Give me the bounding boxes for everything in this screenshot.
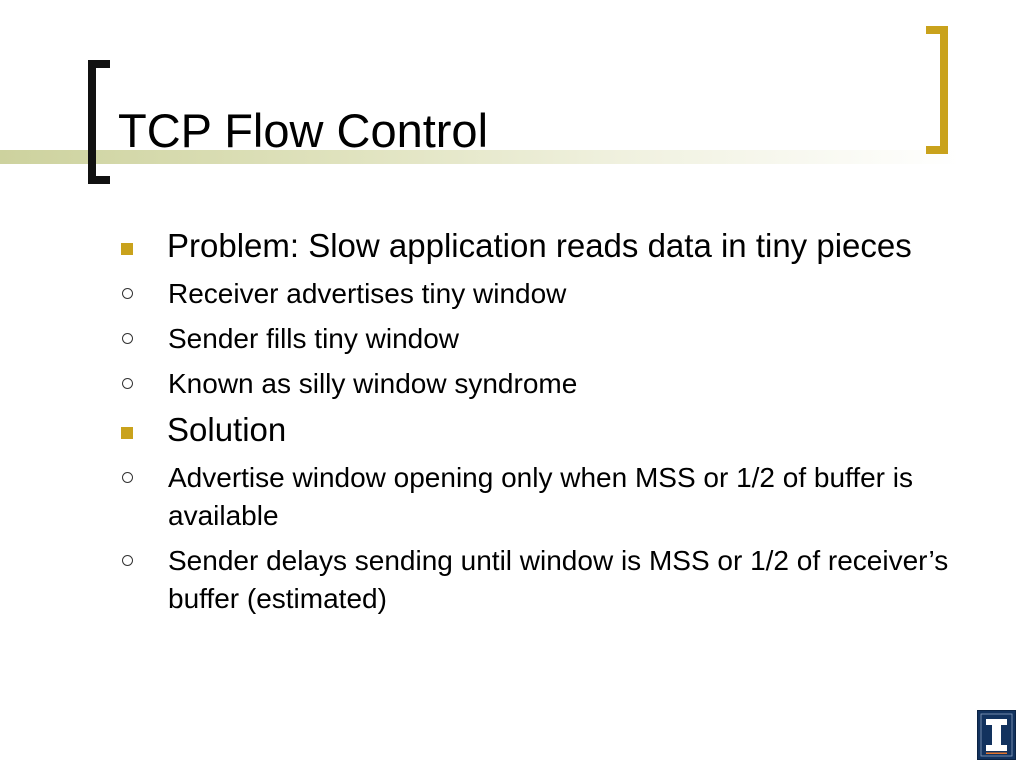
square-bullet-icon (121, 427, 133, 439)
sub-bullet-text: Sender fills tiny window (168, 323, 460, 354)
circle-bullet-icon (122, 472, 133, 483)
circle-bullet-icon (122, 555, 133, 566)
bullet-item-solution (118, 407, 958, 452)
circle-bullet-icon (122, 378, 133, 389)
sub-bullet-text: Receiver advertises tiny window (168, 278, 567, 309)
sub-bullet-list (118, 459, 958, 618)
sub-bullet-list (118, 275, 958, 403)
right-bracket-decoration (926, 26, 948, 154)
sub-bullet-item (118, 275, 958, 313)
circle-bullet-icon (122, 288, 133, 299)
sub-bullet-item (118, 365, 958, 403)
bullet-item-problem (118, 223, 958, 268)
sub-bullet-item (118, 542, 958, 618)
sub-bullet-item (118, 320, 958, 358)
bullet-text: Solution (167, 411, 287, 448)
bullet-content (118, 223, 958, 618)
left-bracket-decoration (88, 60, 110, 184)
university-logo-icon (977, 710, 1016, 760)
bullet-text: Problem: Slow application reads data in tiny pieces (167, 227, 912, 264)
square-bullet-icon (121, 243, 133, 255)
sub-bullet-text: Sender delays sending until window is MSS or 1/2 of receiver’s buffer (estimated) (168, 545, 949, 614)
sub-bullet-text: Known as silly window syndrome (168, 368, 578, 399)
circle-bullet-icon (122, 333, 133, 344)
sub-bullet-item (118, 459, 958, 535)
sub-bullet-text: Advertise window opening only when MSS or 1/2 of buffer is available (168, 462, 914, 531)
slide-title: TCP Flow Control (118, 104, 489, 157)
